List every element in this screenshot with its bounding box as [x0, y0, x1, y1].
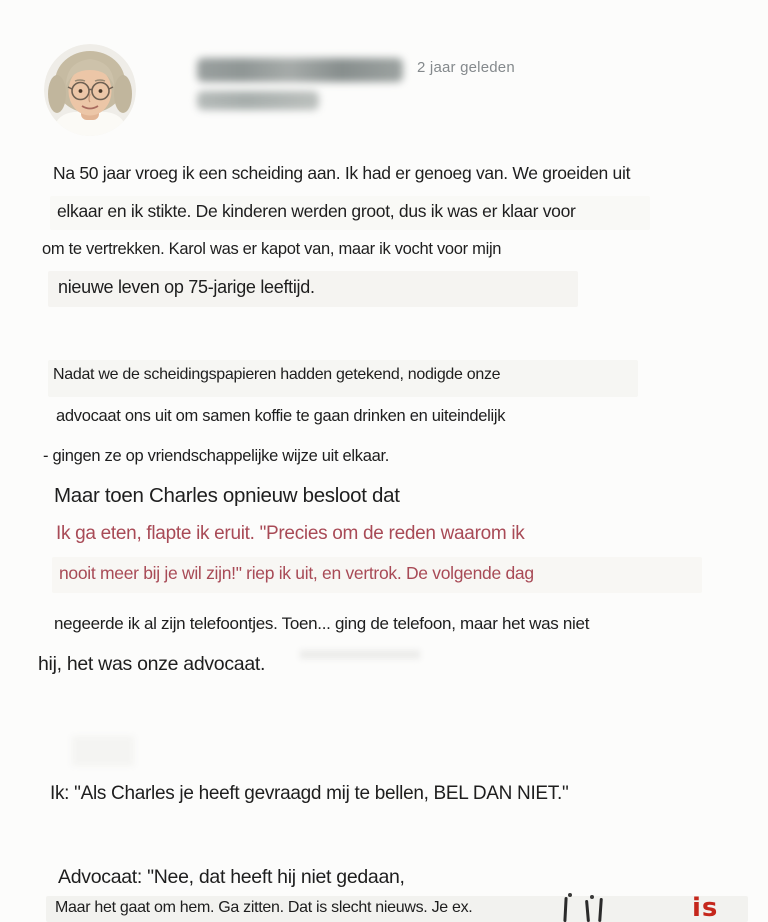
- post-line: nieuwe leven op 75-jarige leeftijd.: [58, 277, 315, 297]
- post-line: Maar toen Charles opnieuw besloot dat: [54, 484, 400, 507]
- avatar[interactable]: [44, 44, 136, 136]
- elderly-woman-photo-icon: [44, 44, 136, 136]
- redacted-subtitle: [197, 91, 319, 110]
- post-line: - gingen ze op vriendschappelijke wijze uit elkaar.: [43, 447, 390, 465]
- post-line: Advocaat: "Nee, dat heeft hij niet gedaan,: [58, 866, 405, 888]
- post-line: Nadat we de scheidingspapieren hadden getekend, nodigde onze: [53, 366, 501, 383]
- post-line-red: Ik ga eten, flapte ik eruit. "Precies om de reden waarom ik: [56, 523, 525, 544]
- post-line: om te vertrekken. Karol was er kapot van, maar ik vocht voor mijn: [42, 240, 502, 258]
- post-line: negeerde ik al zijn telefoontjes. Toen... ging de telefoon, maar het was niet: [54, 614, 590, 633]
- cutoff-letter-fragment: [568, 893, 572, 897]
- scan-artifact: [72, 736, 134, 766]
- post-line: elkaar en ik stikte. De kinderen werden groot, dus ik was er klaar voor: [57, 201, 576, 221]
- post-line: advocaat ons uit om samen koffie te gaan drinken en uiteindelijk: [56, 407, 506, 425]
- scan-artifact: [300, 650, 420, 659]
- post-line: hij, het was onze advocaat.: [38, 653, 266, 675]
- red-watermark-fragment: is: [692, 893, 719, 922]
- cutoff-letter-fragment: [590, 895, 594, 899]
- post-line: Ik: "Als Charles je heeft gevraagd mij te bellen, BEL DAN NIET.": [50, 783, 569, 804]
- post-line: Maar het gaat om hem. Ga zitten. Dat is slecht nieuws. Je ex.: [55, 899, 473, 916]
- redacted-username[interactable]: [197, 58, 403, 82]
- post-timestamp: 2 jaar geleden: [417, 59, 515, 76]
- post-line-red: nooit meer bij je wil zijn!" riep ik uit, en vertrok. De volgende dag: [59, 563, 534, 583]
- post-line: Na 50 jaar vroeg ik een scheiding aan. Ik had er genoeg van. We groeiden uit: [53, 163, 631, 183]
